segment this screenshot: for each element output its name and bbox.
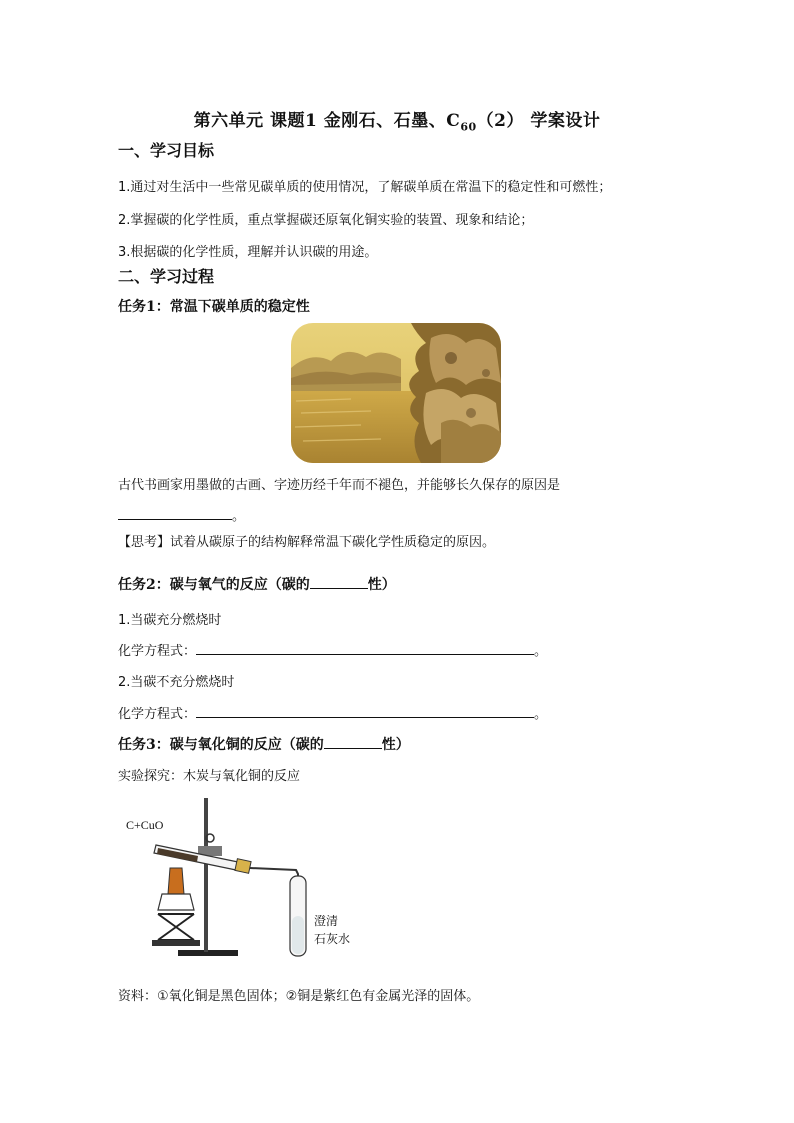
title-tail: （2） 学案设计	[476, 111, 601, 131]
label-lime-water-1: 澄清	[314, 914, 339, 928]
task1-answer-line	[118, 505, 245, 524]
equation-label: 化学方程式：	[118, 644, 197, 659]
painting-graphic	[291, 323, 501, 463]
document-title	[0, 106, 794, 133]
task1-heading: 任务1：常温下碳单质的稳定性	[118, 299, 310, 315]
flame	[168, 868, 184, 894]
end-mark: 。	[534, 644, 548, 659]
task3-heading-a: 任务3：碳与氧化铜的反应（碳的	[118, 737, 324, 753]
stand-rod	[204, 798, 208, 952]
task2-heading	[118, 574, 396, 594]
task2-equation2	[118, 703, 547, 722]
label-c-cuo: C+CuO	[126, 818, 164, 832]
alcohol-lamp	[158, 894, 194, 910]
task3-explore: 实验探究：木炭与氧化铜的反应	[118, 769, 301, 784]
task2-case1: 1.当碳充分燃烧时	[118, 613, 222, 628]
task2-equation1	[118, 640, 547, 659]
ancient-painting-image	[291, 323, 501, 463]
answer-blank[interactable]	[118, 507, 232, 520]
task2-heading-b: 性）	[367, 577, 396, 593]
end-mark: 。	[534, 707, 548, 722]
equation2-blank[interactable]	[196, 705, 534, 718]
goal-item-2: 2.掌握碳的化学性质，重点掌握碳还原氧化铜实验的装置、现象和结论；	[118, 213, 534, 228]
task3-info: 资料：①氧化铜是黑色固体；②铜是紫红色有金属光泽的固体。	[118, 989, 480, 1004]
title-main: 第六单元 课题1 金刚石、石墨、C	[193, 111, 461, 131]
task1-end-mark: 。	[232, 509, 246, 524]
goal-item-3: 3.根据碳的化学性质，理解并认识碳的用途。	[118, 245, 378, 260]
section-heading-process: 二、学习过程	[118, 267, 215, 286]
title-subscript: 60	[460, 120, 477, 134]
lab-jack	[158, 914, 194, 940]
task3-property-blank[interactable]	[324, 736, 382, 749]
task1-think: 【思考】试着从碳原子的结构解释常温下碳化学性质稳定的原因。	[118, 535, 496, 550]
task2-case2: 2.当碳不充分燃烧时	[118, 675, 235, 690]
goal-item-1: 1.通过对生活中一些常见碳单质的使用情况，了解碳单质在常温下的稳定性和可燃性；	[118, 180, 612, 195]
task2-property-blank[interactable]	[310, 576, 368, 589]
task2-heading-a: 任务2：碳与氧气的反应（碳的	[118, 577, 310, 593]
label-lime-water-2: 石灰水	[314, 932, 351, 946]
experiment-apparatus-diagram	[118, 790, 368, 965]
task3-heading-b: 性）	[381, 737, 410, 753]
task3-heading	[118, 734, 410, 754]
section-heading-goals: 一、学习目标	[118, 141, 215, 160]
task1-question: 古代书画家用墨做的古画、字迹历经千年而不褪色，并能够长久保存的原因是	[118, 478, 561, 493]
equation1-blank[interactable]	[196, 642, 534, 655]
equation-label: 化学方程式：	[118, 707, 197, 722]
